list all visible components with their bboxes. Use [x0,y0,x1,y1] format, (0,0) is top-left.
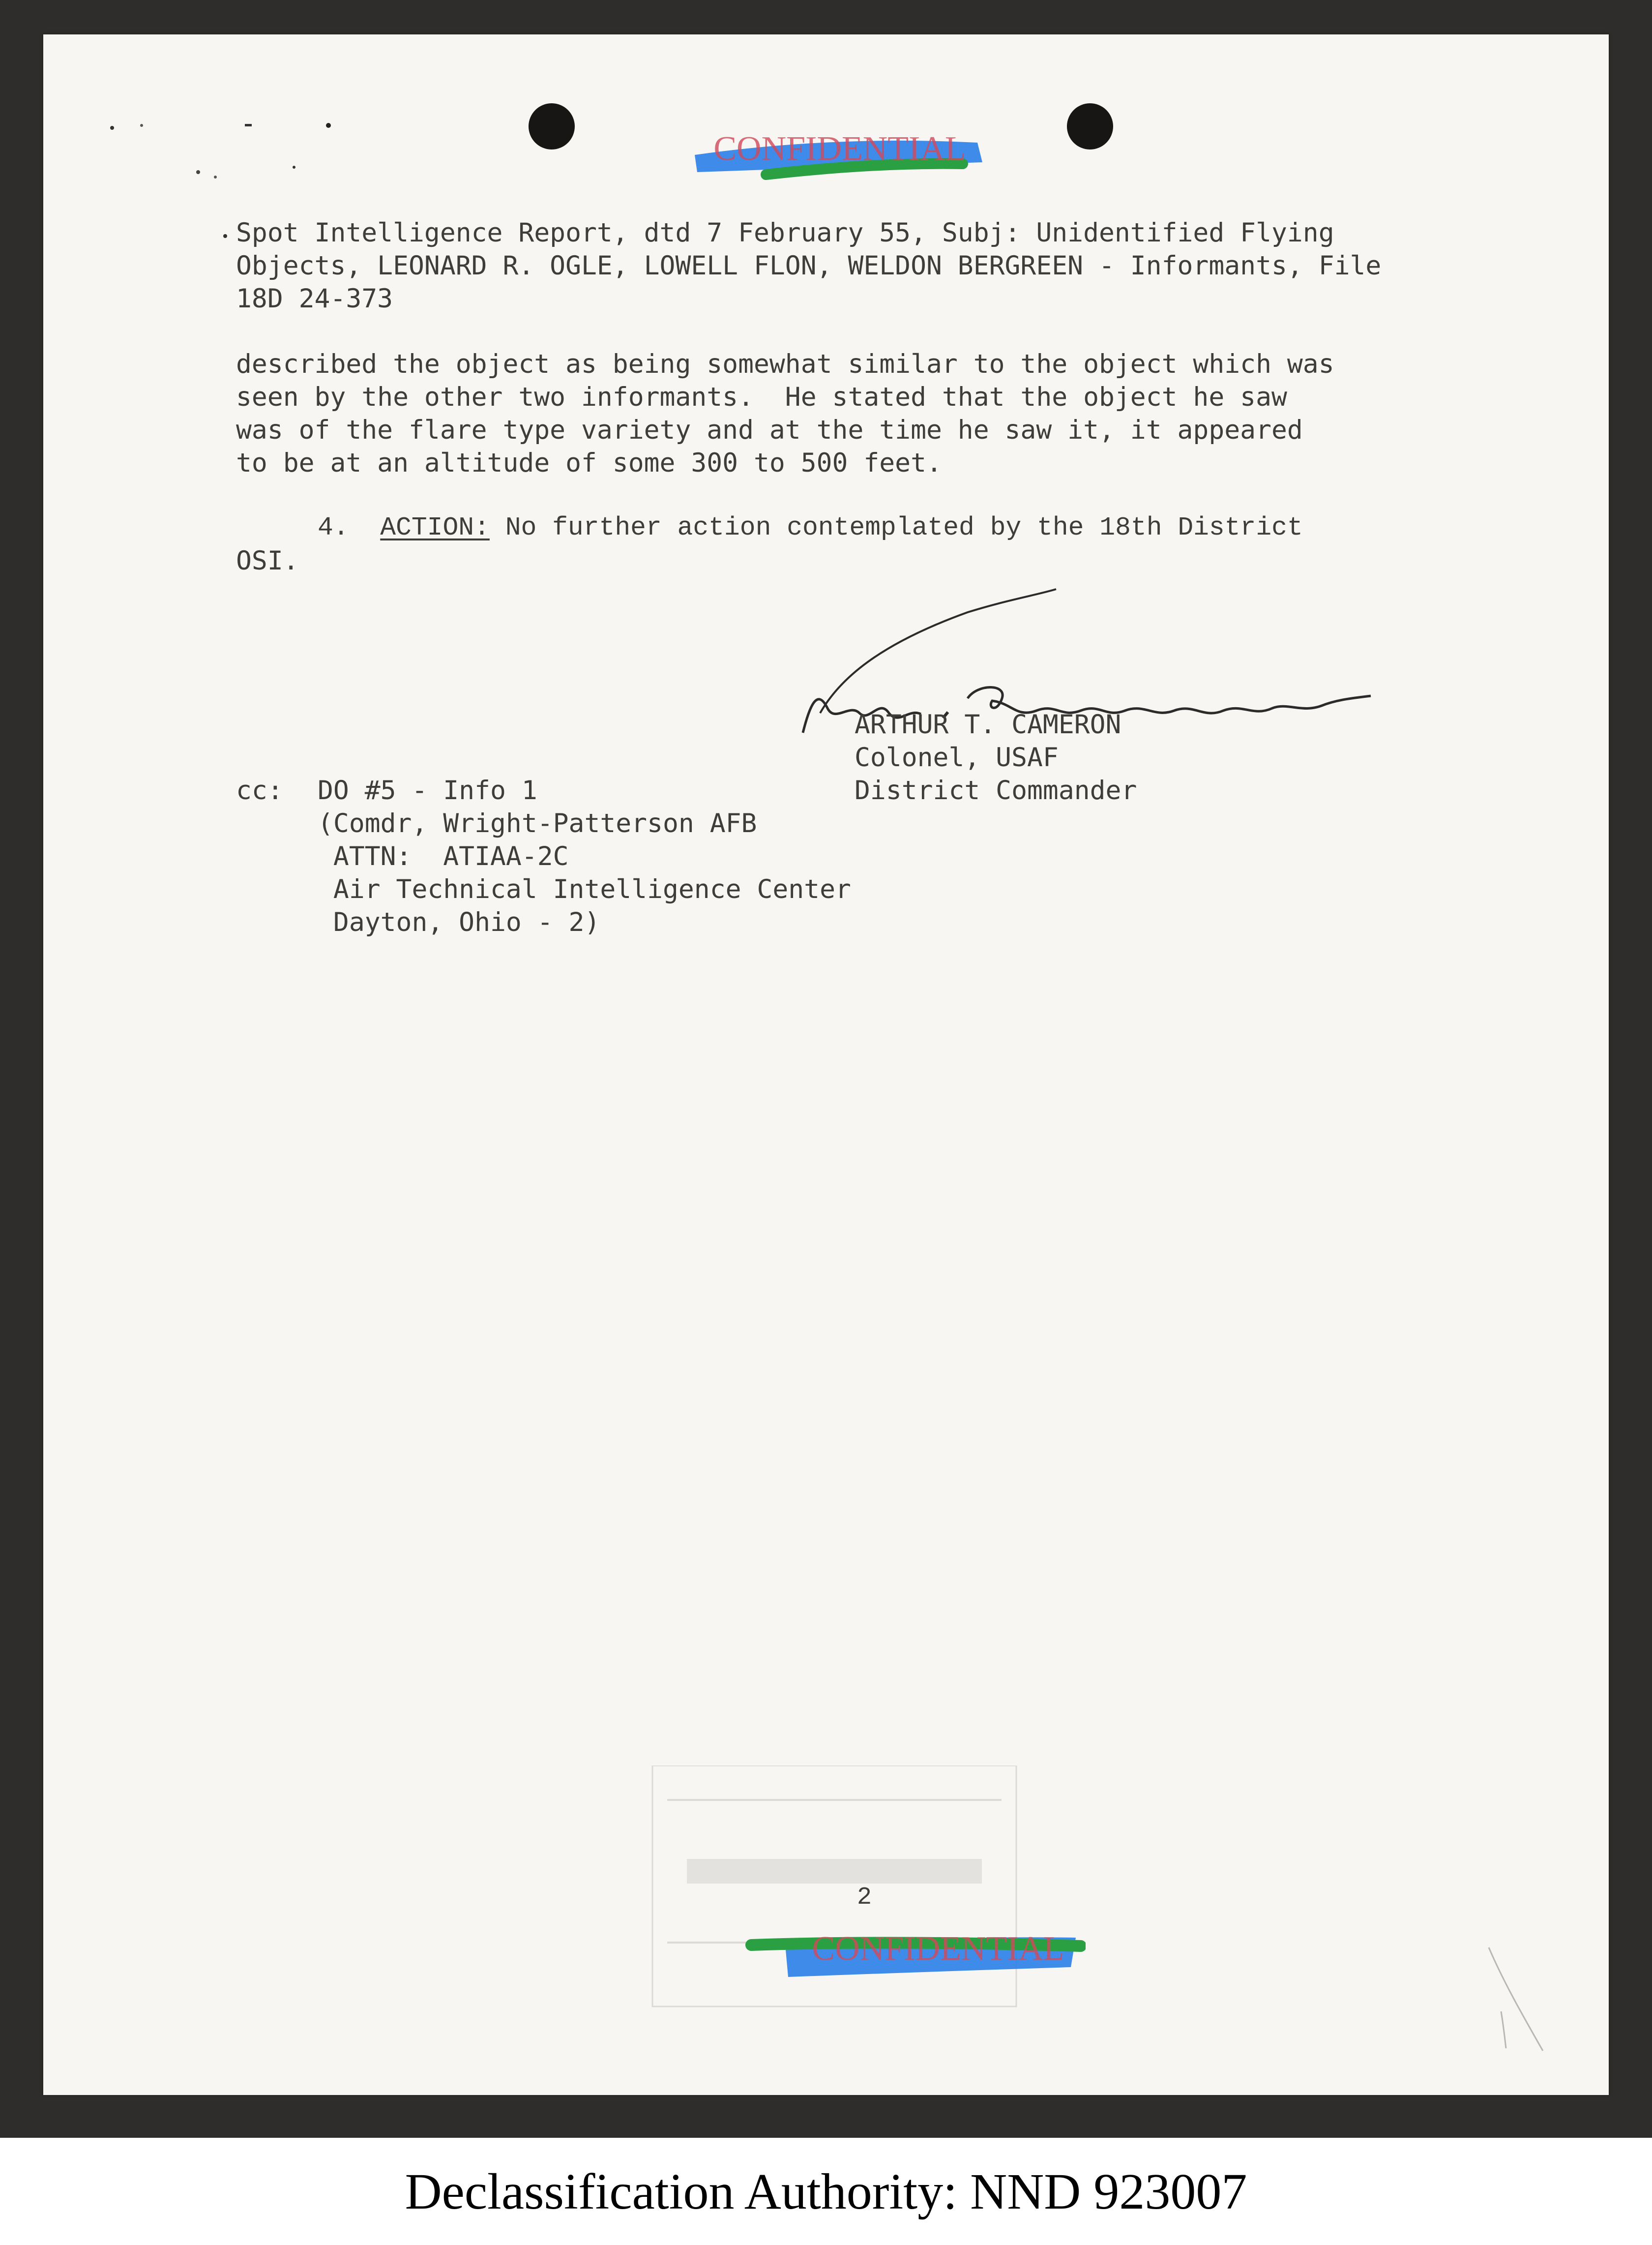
cc-line-3: ATTN: ATIAA-2C [318,841,569,871]
svg-text:CONFIDENTIAL: CONFIDENTIAL [812,1930,1064,1968]
svg-text:CONFIDENTIAL: CONFIDENTIAL [713,130,966,168]
cc-label: cc: [236,776,283,806]
cc-line-2: (Comdr, Wright-Patterson AFB [318,808,757,838]
confidential-stamp-bottom [741,1920,1086,1984]
action-label: ACTION: [380,513,490,542]
body-line-4: to be at an altitude of some 300 to 500 feet. [236,448,942,478]
body-line-3: was of the flare type variety and at the time he saw it, it appeared [236,415,1303,445]
action-text: No further action contemplated by the 18th District [489,513,1303,542]
punch-hole-left [529,103,575,150]
header-line-2: Objects, LEONARD R. OGLE, LOWELL FLON, WELDON BERGREEN - Informants, File [236,251,1382,281]
punch-hole-right [1067,103,1113,150]
action-paragraph [318,511,1303,544]
header-line-3: 18D 24-373 [236,284,393,314]
page-number: 2 [857,1884,872,1912]
cc-line-1: DO #5 - Info 1 [318,776,537,806]
pencil-tick-mark [1484,1943,1548,2056]
body-line-1: described the object as being somewhat similar to the object which was [236,349,1334,379]
action-number: 4. [318,513,349,542]
header-line-1: Spot Intelligence Report, dtd 7 February 55, Subj: Unidentified Flying [236,218,1334,248]
declassification-footer [0,2138,1652,2245]
confidential-stamp-top [687,120,992,184]
signer-title: District Commander [855,776,1137,806]
document-page [43,34,1609,2095]
declassification-authority: Declassification Authority: NND 923007 [405,2163,1247,2220]
signer-name: ARTHUR T. CAMERON [855,710,1121,740]
cc-line-4: Air Technical Intelligence Center [318,874,851,904]
cc-line-5: Dayton, Ohio - 2) [318,907,600,937]
action-continuation: OSI. [236,546,299,576]
body-line-2: seen by the other two informants. He stated that the object he saw [236,382,1287,412]
signer-rank: Colonel, USAF [855,743,1059,773]
